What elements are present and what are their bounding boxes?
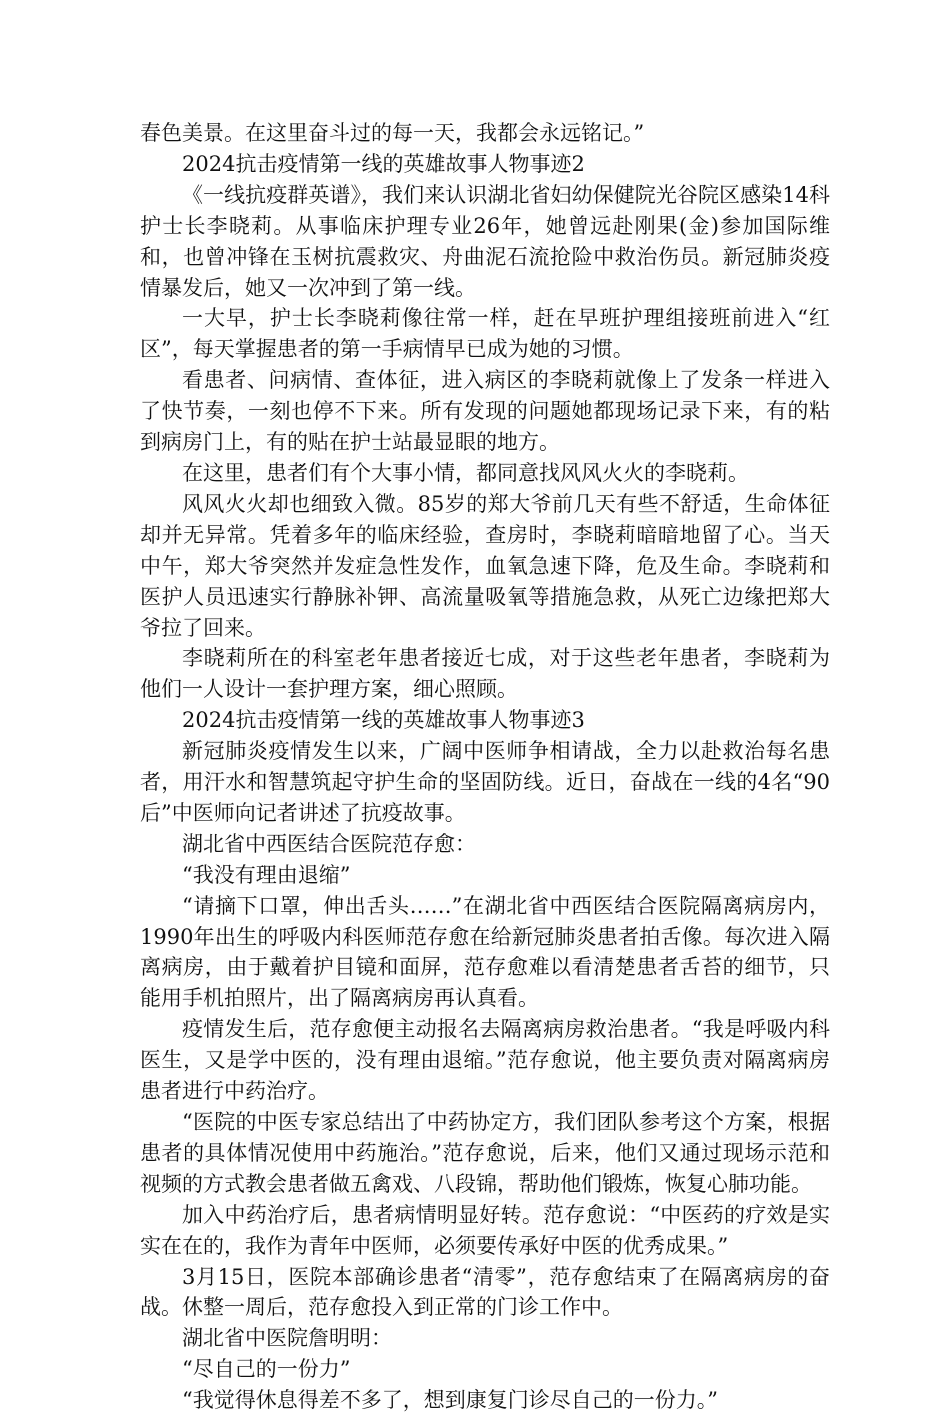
paragraph: “我觉得休息得差不多了，想到康复门诊尽自己的一份力。” [182, 1388, 718, 1413]
subheading: 湖北省中医院詹明明： [182, 1326, 392, 1351]
paragraph: 疫情发生后，范存愈便主动报名去隔离病房救治患者。“我是呼吸内科医生，又是学中医的，没有理由退缩。”范存愈说，他主要负责对隔离病房患者进行中药治疗。 [140, 1017, 830, 1104]
subheading: 湖北省中西医结合医院范存愈： [182, 831, 476, 856]
paragraph: 看患者、问病情、查体征，进入病区的李晓莉就像上了发条一样进入了快节奏，一刻也停不下来。所有发现的问题她都现场记录下来，有的粘到病房门上，有的贴在护士站最显眼的地方。 [140, 368, 830, 455]
paragraph: 一大早，护士长李晓莉像往常一样，赶在早班护理组接班前进入“红区”，每天掌握患者的第一手病情早已成为她的习惯。 [140, 306, 830, 362]
paragraph: 在这里，患者们有个大事小情，都同意找风风火火的李晓莉。 [182, 460, 749, 485]
section-heading: 2024抗击疫情第一线的英雄故事人物事迹3 [182, 708, 585, 733]
paragraph: 风风火火却也细致入微。85岁的郑大爷前几天有些不舒适，生命体征却并无异常。凭着多年的临床经验，查房时，李晓莉暗暗地留了心。当天中午，郑大爷突然并发症急性发作，血氧急速下降，危及生命。李晓莉和医护人员迅速实行静脉补钾、高流量吸氧等措施急救，从死亡边缘把郑大爷拉了回来。 [140, 491, 830, 640]
paragraph: 春色美景。在这里奋斗过的每一天，我都会永远铭记。” [140, 121, 645, 145]
paragraph: “医院的中医专家总结出了中药协定方，我们团队参考这个方案，根据患者的具体情况使用中药施治。”范存愈说，后来，他们又通过现场示范和视频的方式教会患者做五禽戏、八段锦，帮助他们锻炼，恢复心肺功能。 [140, 1110, 830, 1196]
paragraph: 3月15日，医院本部确诊患者“清零”，范存愈结束了在隔离病房的奋战。休整一周后，范存愈投入到正常的门诊工作中。 [140, 1264, 830, 1320]
paragraph: 加入中药治疗后，患者病情明显好转。范存愈说：“中医药的疗效是实实在在的，我作为青年中医师，必须要传承好中医的优秀成果。” [140, 1202, 830, 1258]
paragraph: 新冠肺炎疫情发生以来，广阔中医师争相请战，全力以赴救治每名患者，用汗水和智慧筑起守护生命的坚固防线。近日，奋战在一线的4名“90后”中医师向记者讲述了抗疫故事。 [140, 739, 830, 825]
quote-title: “尽自己的一份力” [182, 1357, 351, 1382]
quote-title: “我没有理由退缩” [182, 862, 351, 887]
section-heading: 2024抗击疫情第一线的英雄故事人物事迹2 [182, 151, 585, 176]
document-body [140, 118, 830, 1416]
paragraph: “请摘下口罩，伸出舌头……”在湖北省中西医结合医院隔离病房内，1990年出生的呼吸内科医师范存愈在给新冠肺炎患者拍舌像。每次进入隔离病房，由于戴着护目镜和面屏，范存愈难以看清楚患者舌苔的细节，只能用手机拍照片，出了隔离病房再认真看。 [140, 893, 830, 1011]
paragraph: 《一线抗疫群英谱》，我们来认识湖北省妇幼保健院光谷院区感染14科护士长李晓莉。从事临床护理专业26年，她曾远赴刚果(金)参加国际维和，也曾冲锋在玉树抗震救灾、舟曲泥石流抢险中救治伤员。新冠肺炎疫情暴发后，她又一次冲到了第一线。 [140, 182, 830, 300]
paragraph: 李晓莉所在的科室老年患者接近七成，对于这些老年患者，李晓莉为他们一人设计一套护理方案，细心照顾。 [140, 646, 830, 702]
